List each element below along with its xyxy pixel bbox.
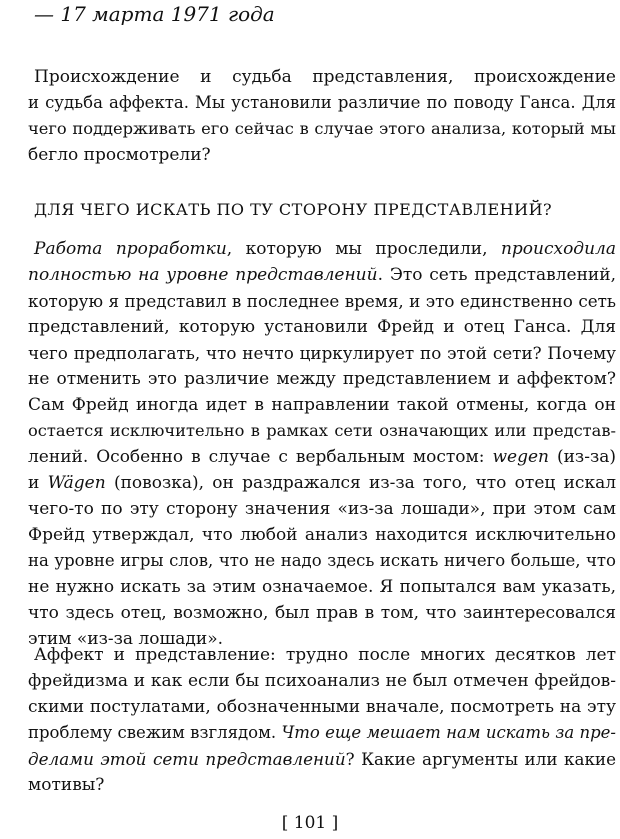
text-run: проблему свежим взглядом. (28, 723, 282, 742)
text-line: не отменить это различие между представлением и аффектом? (28, 369, 616, 389)
italic-phrase: полностью на уровне представлений (28, 265, 378, 285)
italic-word: wegen (492, 447, 549, 467)
text-run: (повозка), он раздражался из-за того, что отец искал (105, 473, 617, 493)
date-line: — 17 марта 1971 года (34, 2, 275, 26)
section-heading: ДЛЯ ЧЕГО ИСКАТЬ ПО ТУ СТОРОНУ ПРЕДСТАВЛЕНИЙ? (34, 200, 553, 219)
text-line: скими постулатами, обозначенными вначале, посмотреть на эту (28, 697, 616, 717)
text-line: которую я представил в последнее время, и это единственно сеть (28, 291, 616, 311)
text-line: чего поддерживать его сейчас в случае этого анализа, который мы (28, 119, 616, 138)
page-number: [ 101 ] (281, 813, 339, 833)
paragraph-3 (28, 642, 616, 798)
text-line (28, 720, 616, 746)
text-line (28, 236, 616, 262)
text-line (28, 262, 616, 288)
text-run: ? Какие аргументы или какие (345, 749, 616, 769)
italic-phrase: делами этой сети представлений (28, 749, 346, 769)
text-line: бегло просмотрели? (28, 145, 211, 165)
text-line: Происхождение и судьба представления, происхождение (34, 67, 616, 87)
text-line: на уровне игры слов, что не надо здесь искать ничего больше, что (28, 551, 616, 570)
text-line: Аффект и представление: трудно после многих десятков лет (34, 645, 616, 665)
text-run: лений. Особенно в случае с вербальным мостом: (28, 447, 493, 467)
text-line: фрейдизма и как если бы психоанализ не был отмечен фрейдов- (28, 671, 616, 691)
paragraph-2 (28, 236, 616, 652)
italic-phrase: Работа проработки (34, 239, 227, 259)
italic-phrase: происходила (500, 239, 616, 259)
text-line (28, 444, 616, 470)
text-line: мотивы? (28, 775, 105, 795)
text-line: остается исключительно в рамках сети означающих или представ- (28, 421, 616, 440)
text-line: не нужно искать за этим означаемое. Я попытался вам указать, (28, 577, 616, 597)
text-line: представлений, которую установили Фрейд и отец Ганса. Для (28, 317, 616, 337)
text-line: что здесь отец, возможно, был прав в том, что заинтересовался (28, 603, 616, 623)
text-run: и (28, 473, 48, 493)
text-line (28, 746, 616, 772)
italic-phrase: Что еще мешает нам искать за пре- (281, 723, 616, 742)
text-line: Фрейд утверждал, что любой анализ находится исключительно (28, 525, 616, 545)
italic-word: Wägen (47, 473, 106, 493)
text-line: и судьба аффекта. Мы установили различие по поводу Ганса. Для (28, 93, 616, 112)
text-line: Сам Фрейд иногда идет в направлении такой отмены, когда он (28, 395, 616, 415)
text-line: чего предполагать, что нечто циркулирует по этой сети? Почему (28, 343, 616, 363)
text-run: , которую мы проследили, (226, 239, 501, 259)
text-line: чего-то по эту сторону значения «из-за лошади», при этом сам (28, 499, 616, 519)
paragraph-1 (28, 64, 616, 168)
text-line: этим «из-за лошади». (28, 629, 224, 649)
text-run: (из-за) (548, 447, 616, 467)
text-line (28, 470, 616, 496)
text-run: . Это сеть представлений, (377, 265, 616, 285)
